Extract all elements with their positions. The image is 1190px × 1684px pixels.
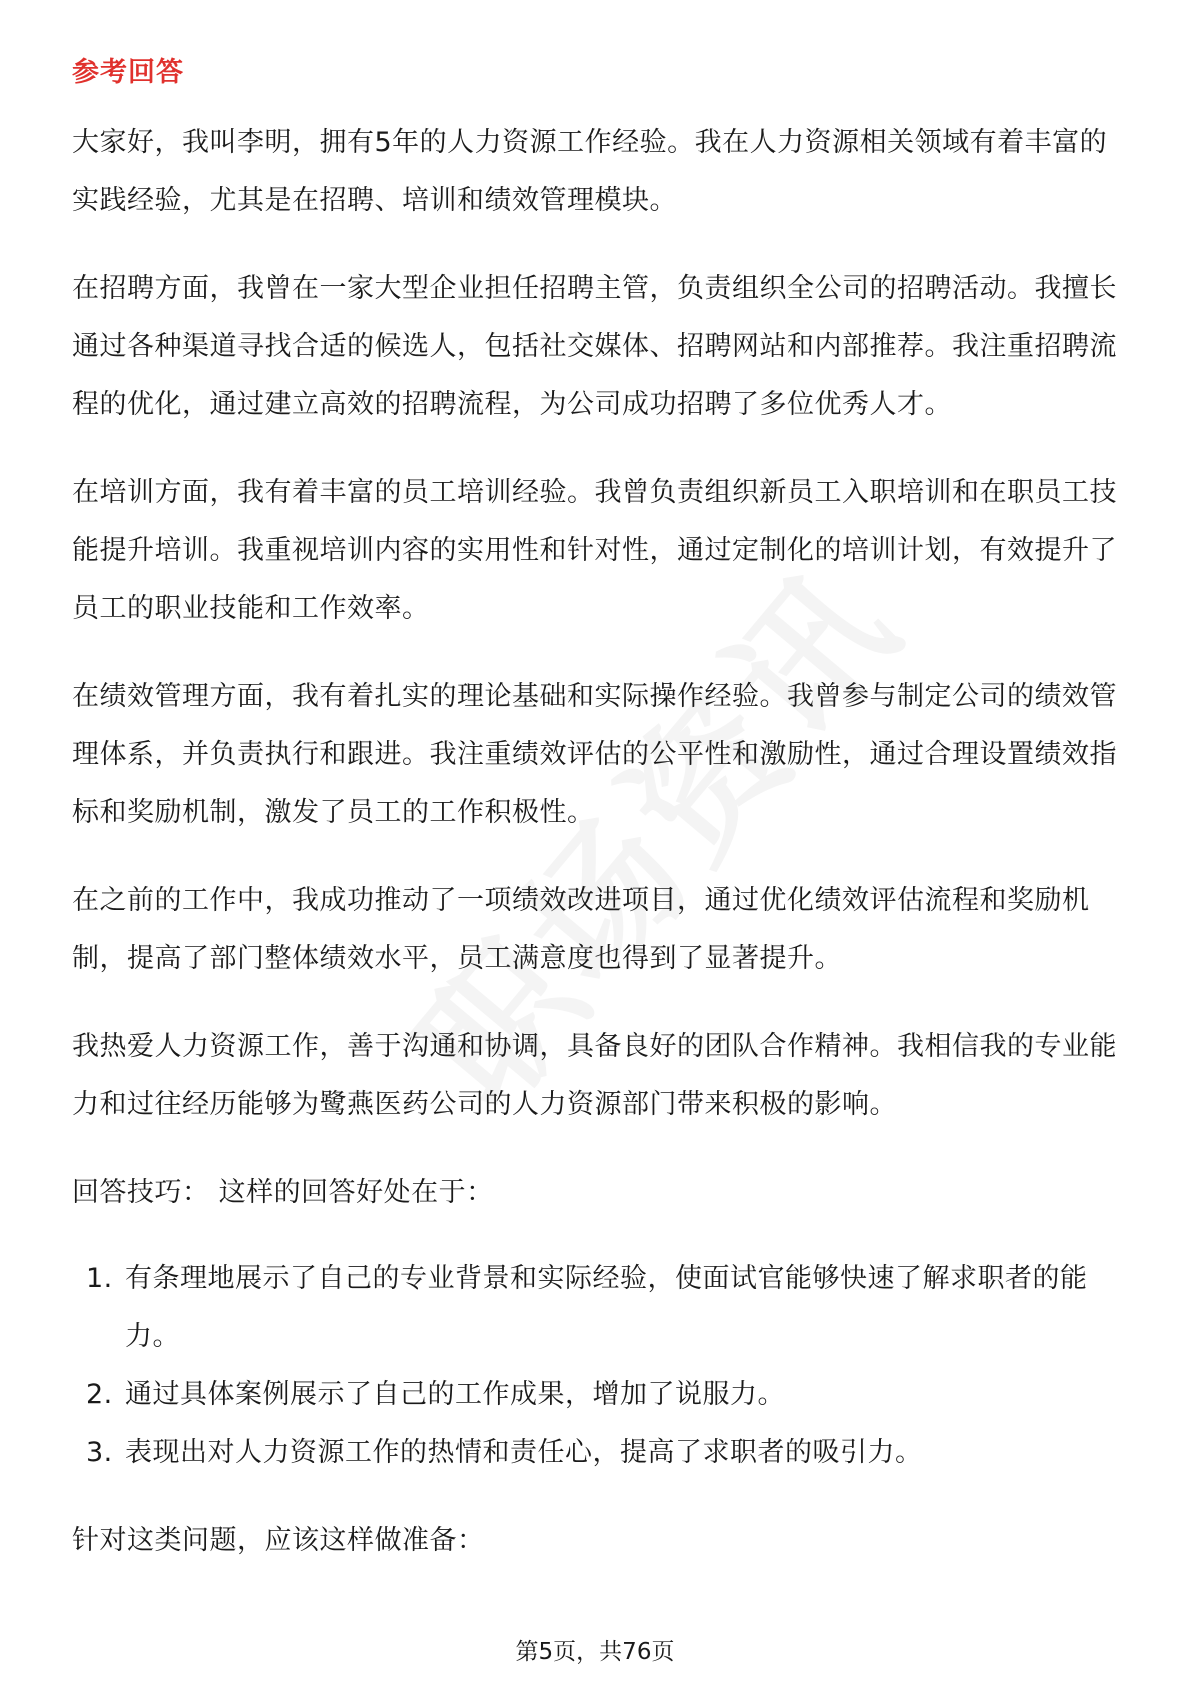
preparation-line: 针对这类问题，应该这样做准备： bbox=[72, 1525, 485, 1556]
tips-list bbox=[72, 1250, 1118, 1482]
list-item bbox=[72, 1424, 1118, 1482]
page-number: 第5页，共76页 bbox=[515, 1639, 675, 1665]
paragraph-training: 在培训方面，我有着丰富的员工培训经验。我曾负责组织新员工入职培训和在职员工技能提升培训。我重视培训内容的实用性和针对性，通过定制化的培训计划，有效提升了员工的职业技能和工作效率。 bbox=[72, 477, 1117, 624]
tips-intro: 回答技巧： 这样的回答好处在于： bbox=[72, 1177, 494, 1208]
paragraph-closing: 我热爱人力资源工作，善于沟通和协调，具备良好的团队合作精神。我相信我的专业能力和过往经历能够为鹭燕医药公司的人力资源部门带来积极的影响。 bbox=[72, 1031, 1117, 1120]
paragraph-achievement: 在之前的工作中，我成功推动了一项绩效改进项目，通过优化绩效评估流程和奖励机制，提高了部门整体绩效水平，员工满意度也得到了显著提升。 bbox=[72, 885, 1090, 974]
list-number: 3. bbox=[86, 1437, 113, 1468]
section-heading: 参考回答 bbox=[72, 57, 184, 88]
paragraph-performance: 在绩效管理方面，我有着扎实的理论基础和实际操作经验。我曾参与制定公司的绩效管理体系，并负责执行和跟进。我注重绩效评估的公平性和激励性，通过合理设置绩效指标和奖励机制，激发了员工的工作积极性。 bbox=[72, 681, 1117, 828]
list-number: 1. bbox=[86, 1263, 113, 1294]
answer-body bbox=[72, 114, 1118, 1600]
list-item-text: 有条理地展示了自己的专业背景和实际经验，使面试官能够快速了解求职者的能力。 bbox=[125, 1263, 1088, 1352]
list-item bbox=[72, 1366, 1118, 1424]
paragraph-intro: 大家好，我叫李明，拥有5年的人力资源工作经验。我在人力资源相关领域有着丰富的实践经验，尤其是在招聘、培训和绩效管理模块。 bbox=[72, 127, 1108, 216]
list-item bbox=[72, 1250, 1118, 1366]
list-item-text: 表现出对人力资源工作的热情和责任心，提高了求职者的吸引力。 bbox=[125, 1437, 923, 1468]
list-item-text: 通过具体案例展示了自己的工作成果，增加了说服力。 bbox=[125, 1379, 785, 1410]
list-number: 2. bbox=[86, 1379, 113, 1410]
paragraph-recruitment: 在招聘方面，我曾在一家大型企业担任招聘主管，负责组织全公司的招聘活动。我擅长通过各种渠道寻找合适的候选人，包括社交媒体、招聘网站和内部推荐。我注重招聘流程的优化，通过建立高效的招聘流程，为公司成功招聘了多位优秀人才。 bbox=[72, 273, 1117, 420]
